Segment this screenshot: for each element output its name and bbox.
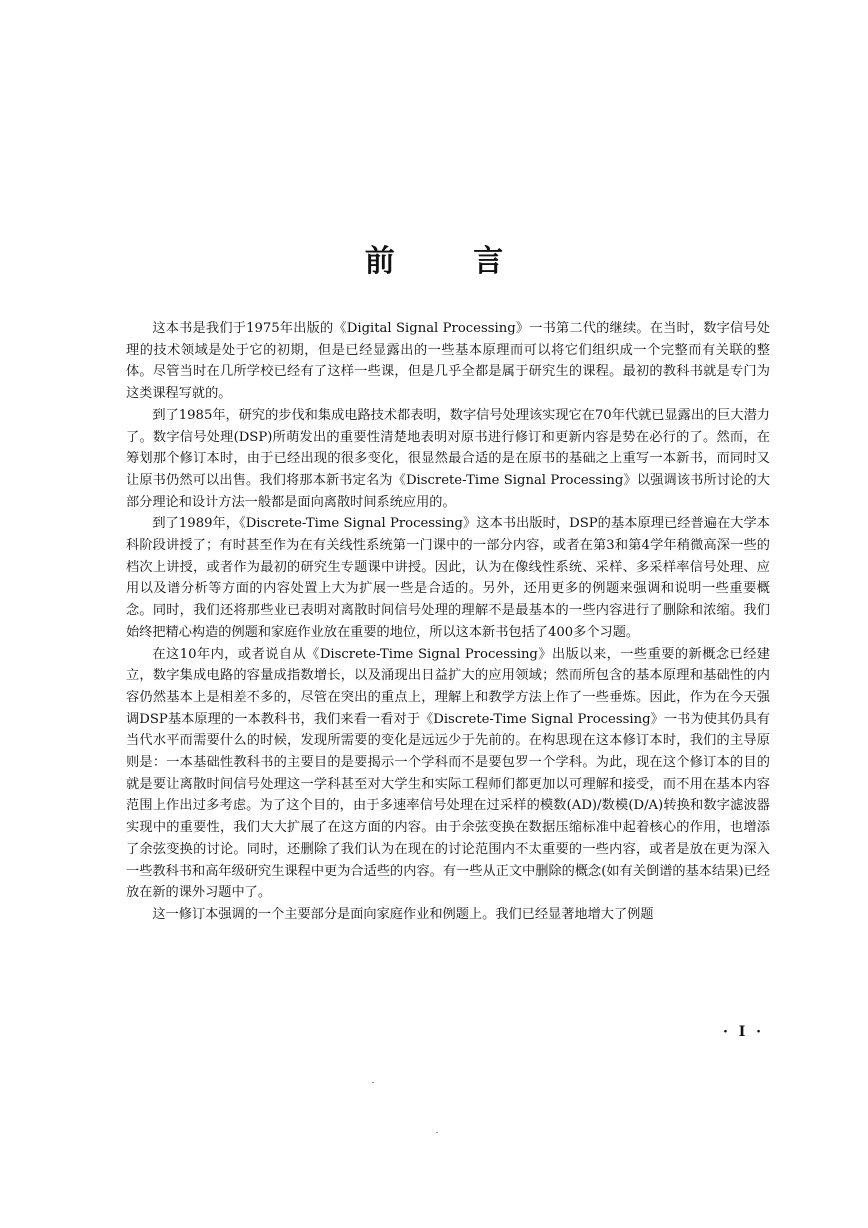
paragraph: 在这10年内，或者说自从《Discrete-Time Signal Processing》出版以来，一些重要的新概念已经建立，数字集成电路的容量成指数增长，以及涌现出日益扩大的应用领域；然而所包含的基本原理和基础性的内容仍然基本上是相差不多的，尽管在突出的重点上，理解上和教学方法上作了一些垂炼。因此，作为在今天强调DSP基本原理的一本教科书，我们来看一看对于《Discrete-Time Signal Processing》一书为使其仍具有当代水平而需要什么的时候，发现所需要的变化是远远少于先前的。在构思现在这本修订本时，我们的主导原则是：一本基础性教科书的主要目的是要揭示一个学科而不是要包罗一个学科。为此，现在这个修订本的目的就是要让离散时间信号处理这一学科甚至对大学生和实际工程师们都更加以可理解和接受，而不用在基本内容范围上作出过多考虑。为了这个目的，由于多速率信号处理在过采样的模数(AD)/数模(D/A)转换和数字滤波器实现中的重要性，我们大大扩展了在这方面的内容。由于余弦变换在数据压缩标准中起着核心的作用，也增添了余弦变换的讨论。同时，还删除了我们认为在现在的讨论范围内不太重要的一些内容，或者是放在更为深入一些教科书和高年级研究生课程中更为合适些的内容。有一些从正文中删除的概念(如有关倒谱的基本结果)已经放在新的课外习题中了。 <box>126 646 770 901</box>
paragraph: 到了1989年，《Discrete-Time Signal Processing》这本书出版时，DSP的基本原理已经普遍在大学本科阶段讲授了；有时甚至作为在有关线性系统第一门课中的一部分内容，或者在第3和第4学年稍微高深一些的档次上讲授，或者作为最初的研究生专题课中讲授。因此，认为在像线性系统、采样、多采样率信号处理、应用以及谱分析等方面的内容处置上大为扩展一些是合适的。另外，还用更多的例题来强调和说明一些重要概念。同时，我们还将那些业已表明对离散时间信号处理的理解不是最基本的一些内容进行了删除和浓缩。我们始终把精心构造的例题和家庭作业放在重要的地位，所以这本新书包括了400多个习题。 <box>126 516 770 640</box>
paragraph: 这一修订本强调的一个主要部分是面向家庭作业和例题上。我们已经显著地增大了例题 <box>152 906 654 922</box>
preface-body <box>126 318 770 926</box>
paragraph: 到了1985年，研究的步伐和集成电路技术都表明，数字信号处理该实现它在70年代就已显露出的巨大潜力了。数字信号处理(DSP)所萌发出的重要性清楚地表明对原书进行修订和更新内容是势在必行的了。然而，在筹划那个修订本时，由于已经出现的很多变化，很显然最合适的是在原书的基础之上重写一本新书，而同时又让原书仍然可以出售。我们将那本新书定名为《Discrete-Time Signal Processing》以强调该书所讨论的大部分理论和设计方法一般都是面向离散时间系统应用的。 <box>126 407 770 510</box>
scan-speck <box>436 1132 438 1133</box>
page-title: 前 言 <box>364 244 538 279</box>
paragraph: 这本书是我们于1975年出版的《Digital Signal Processing》一书第二代的继续。在当时，数字信号处理的技术领域是处于它的初期，但是已经显露出的一些基本原理而可以将它们组织成一个完整而有关联的整体。尽管当时在几所学校已经有了这样一些课，但是几乎全都是属于研究生的课程。最初的教科书就是专门为这类课程写就的。 <box>126 321 770 402</box>
scan-speck <box>372 1082 374 1083</box>
page-number: · I · <box>722 1024 764 1040</box>
